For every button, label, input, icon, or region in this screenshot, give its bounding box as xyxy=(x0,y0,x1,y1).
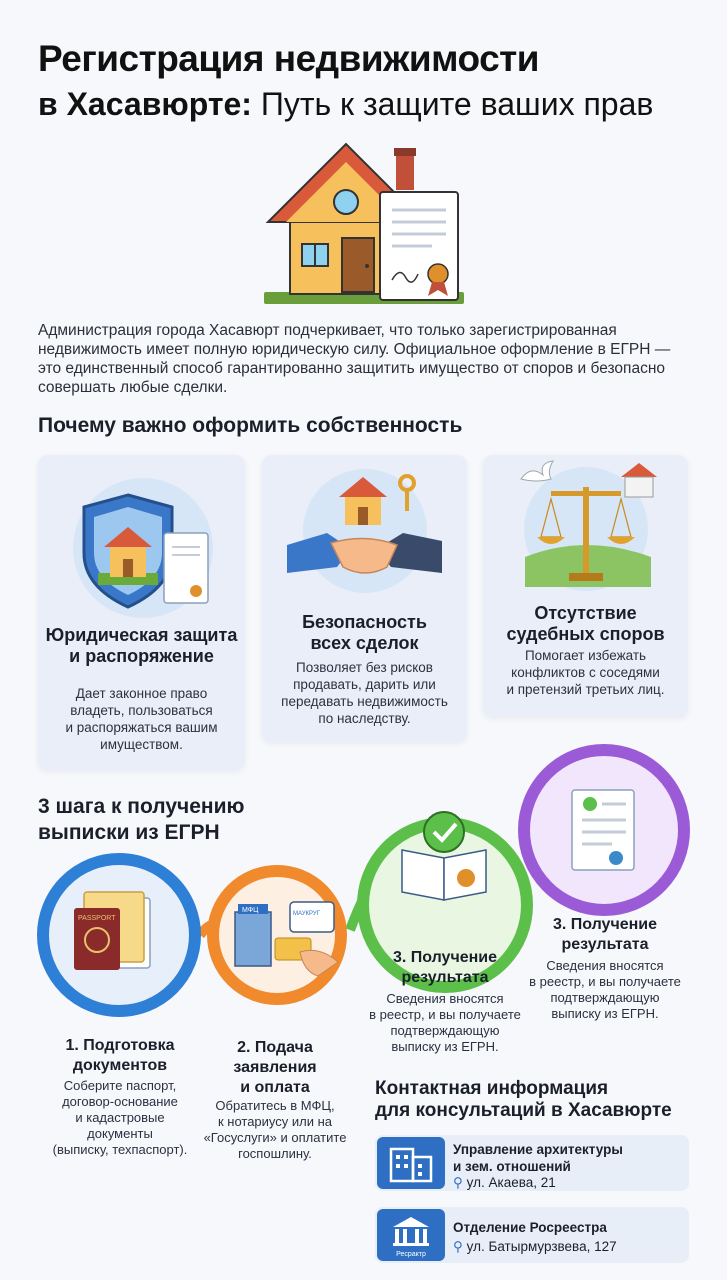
steps-heading: 3 шага к получению выписки из ЕГРН xyxy=(38,795,245,844)
step4-title: 3. Получение результата xyxy=(552,916,658,953)
contact-address: ⚲ ул. Акаева, 21 xyxy=(453,1175,556,1190)
contact-card-architecture[interactable] xyxy=(375,1135,689,1191)
intro-text: Администрация города Хасавюрт подчеркивает, что только зарегистрированная недвижимость имеет полную юридическую силу. Официальное оформление в ЕГРН — это единственный способ гарантированно защитить имущество от споров и безопасно совершать любые сделки. xyxy=(38,322,671,396)
card-text: Позволяет без рисков продавать, дарить или передавать недвижимость по наследству. xyxy=(281,660,448,726)
card-title: Безопасность всех сделок xyxy=(302,612,427,653)
step2-title: 2. Подача заявления и оплата xyxy=(233,1039,317,1096)
card-title: Юридическая защита и распоряжение xyxy=(45,625,238,666)
page-title: Регистрация недвижимости xyxy=(38,38,540,79)
contacts-heading: Контактная информация для консультаций в Хасавюрте xyxy=(375,1078,672,1121)
card-title: Отсутствие судебных споров xyxy=(506,603,665,644)
benefit-card-legal xyxy=(38,455,245,770)
location-pin-icon: ⚲ xyxy=(453,1175,463,1190)
shield-house-icon xyxy=(68,473,218,623)
building-icon xyxy=(377,1137,445,1189)
handshake-icon xyxy=(287,463,442,598)
benefit-card-deals xyxy=(262,455,467,742)
card-text: Дает законное право владеть, пользоваться и распоряжаться вашим имуществом. xyxy=(65,686,218,752)
contact-card-rosreestr[interactable] xyxy=(375,1207,689,1263)
card-text: Помогает избежать конфликтов с соседями и претензий третьих лиц. xyxy=(506,648,665,697)
step4-text: Сведения вносятся в реестр, и вы получаете подтверждающую выписку из ЕГРН. xyxy=(529,958,681,1021)
house-certificate-illustration xyxy=(262,140,467,308)
why-heading: Почему важно оформить собственность xyxy=(38,414,463,437)
scales-icon xyxy=(511,457,661,595)
step2-text: Обратитесь в МФЦ, к нотариусу или на «Госуслуги» и оплатите госпошлину. xyxy=(203,1098,347,1161)
contact-name: Отделение Росреестра xyxy=(453,1220,607,1235)
passport-label: PASSPORT xyxy=(78,915,116,922)
location-pin-icon: ⚲ xyxy=(453,1239,463,1254)
contact-address: ⚲ ул. Батырмурзвева, 127 xyxy=(453,1239,617,1254)
gosuslugi-label: МАУКРУГ xyxy=(293,911,320,917)
government-building-icon xyxy=(377,1209,445,1261)
step1-text: Соберите паспорт, договор-основание и кадастровые документы (выписку, техпаспорт). xyxy=(52,1078,188,1157)
mfc-label: МФЦ xyxy=(242,907,259,914)
rosreestr-icon-label: Ресрактр xyxy=(396,1251,426,1258)
step1-title: 1. Подготовка документов xyxy=(65,1037,175,1074)
step2-circle xyxy=(213,871,341,999)
benefit-card-disputes xyxy=(483,455,688,717)
step3-title: 3. Получение результата xyxy=(392,949,498,986)
contact-name: Управление архитектуры и зем. отношений xyxy=(453,1142,623,1174)
step3-text: Сведения вносятся в реестр, и вы получаете подтверждающую выписку из ЕГРН. xyxy=(369,991,521,1054)
page-subtitle: в Хасавюрте: Путь к защите ваших прав xyxy=(38,86,654,122)
